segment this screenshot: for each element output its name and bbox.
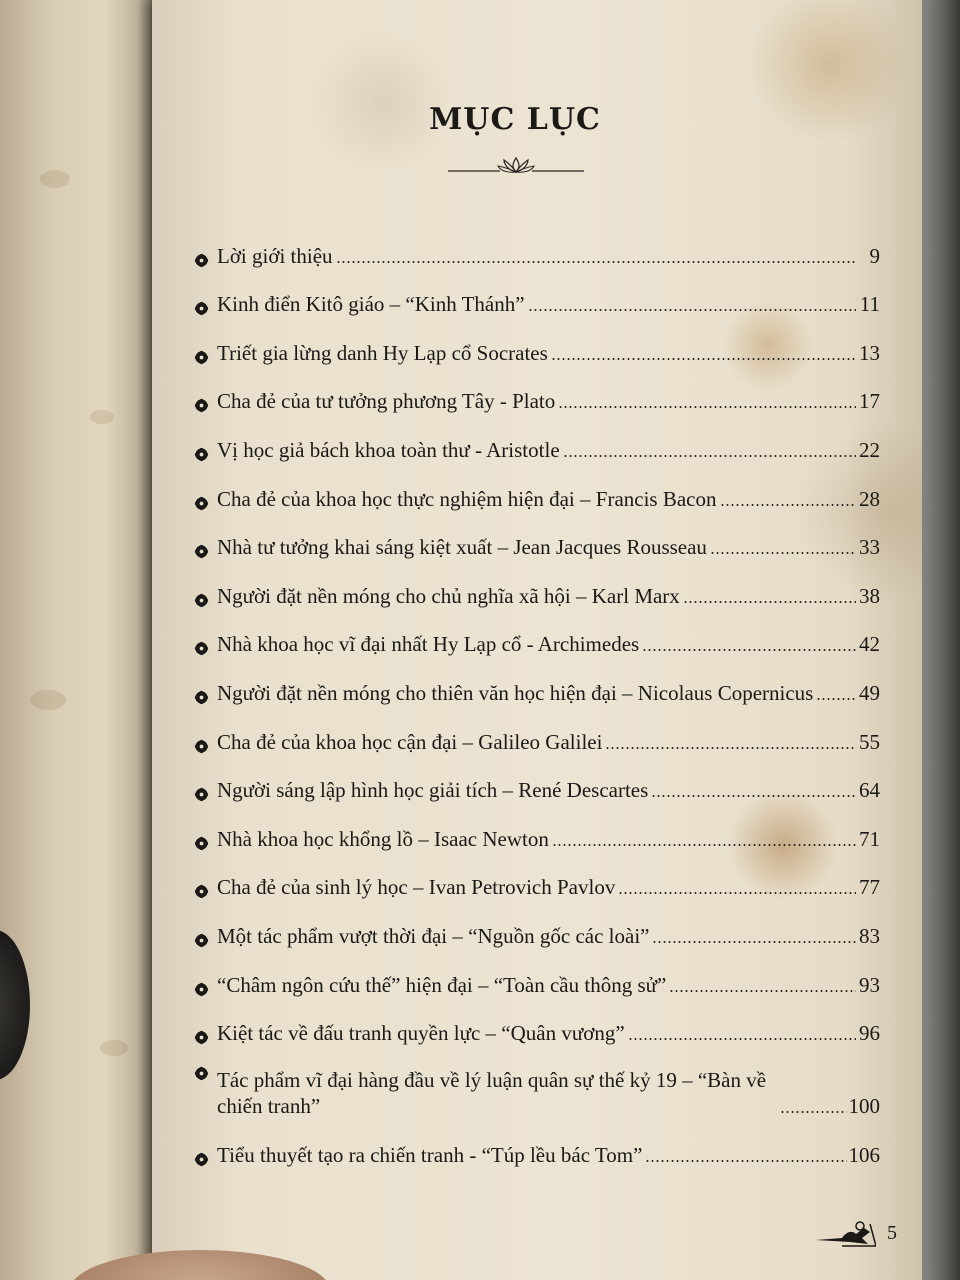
dot-leader: [816, 698, 856, 700]
dot-leader: [528, 309, 856, 311]
flower-bullet-icon: [194, 297, 209, 312]
dot-leader: [780, 1111, 847, 1113]
flower-bullet-icon: [194, 394, 209, 409]
toc-entry-title: Kiệt tác về đấu tranh quyền lực – “Quân vương”: [217, 1021, 625, 1046]
dot-leader: [652, 941, 856, 943]
toc-entry-page: 33: [859, 535, 880, 560]
toc-entry: [180, 951, 880, 1000]
toc-entry-page: 22: [859, 437, 880, 462]
toc-entry: [180, 902, 880, 951]
book-page: [152, 0, 922, 1280]
flower-bullet-icon: [194, 540, 209, 555]
title-ornament-icon: [448, 154, 584, 178]
flower-bullet-icon: [194, 249, 209, 264]
flower-bullet-icon: [194, 346, 209, 361]
toc-entry-page: 17: [859, 389, 880, 414]
toc-entry-title: Cha đẻ của tư tưởng phương Tây - Plato: [217, 389, 556, 414]
flower-bullet-icon: [194, 783, 209, 798]
toc-entry-title: Người đặt nền móng cho chủ nghĩa xã hội – Karl Marx: [217, 583, 680, 608]
dot-leader: [710, 552, 856, 554]
toc-entry-title: Kinh điển Kitô giáo – “Kinh Thánh”: [217, 292, 525, 317]
toc-entry-page: 55: [859, 729, 880, 754]
toc-entry: [180, 562, 880, 611]
toc-entry-title: Người sáng lập hình học giải tích – René Descartes: [217, 778, 649, 803]
toc-entry-title: Nhà khoa học vĩ đại nhất Hy Lạp cổ - Archimedes: [217, 632, 640, 657]
toc-entry-page: 38: [859, 583, 880, 608]
toc-entry-page: 71: [859, 826, 880, 851]
toc-entry-title: Nhà khoa học khổng lồ – Isaac Newton: [217, 826, 549, 851]
toc-entry-page: 93: [859, 972, 880, 997]
toc-entry: [180, 514, 880, 563]
toc-entry: [180, 611, 880, 660]
dot-leader: [642, 649, 856, 651]
flower-bullet-icon: [194, 832, 209, 847]
toc-entry-page: 28: [859, 486, 880, 511]
table-of-contents: [180, 222, 880, 1170]
dot-leader: [563, 455, 856, 457]
flower-bullet-icon: [194, 1148, 209, 1163]
dot-leader: [551, 358, 856, 360]
toc-entry-page: 11: [859, 292, 880, 317]
dot-leader: [669, 990, 856, 992]
toc-entry-title: Lời giới thiệu: [217, 243, 333, 268]
toc-entry-title: Vị học giả bách khoa toàn thư - Aristotle: [217, 437, 560, 462]
dot-leader: [720, 504, 857, 506]
footer-ornament-icon: [812, 1218, 876, 1248]
toc-entry: [180, 757, 880, 806]
flower-bullet-icon: [194, 492, 209, 507]
toc-entry-page: 49: [859, 680, 880, 705]
toc-entry: [180, 368, 880, 417]
toc-entry-title: Cha đẻ của khoa học cận đại – Galileo Galilei: [217, 729, 603, 754]
toc-entry-page: 9: [869, 243, 880, 268]
dot-leader: [683, 601, 856, 603]
toc-entry-page: 77: [859, 875, 880, 900]
toc-entry: [180, 319, 880, 368]
toc-entry-title: Tiểu thuyết tạo ra chiến tranh - “Túp lều bác Tom”: [217, 1142, 643, 1167]
background-edge: [922, 0, 960, 1280]
page-number: 5: [887, 1222, 897, 1244]
toc-entry-page: 106: [848, 1142, 880, 1167]
toc-entry-page: 13: [859, 340, 880, 365]
flower-bullet-icon: [194, 735, 209, 750]
toc-entry: [180, 708, 880, 757]
dot-leader: [558, 406, 856, 408]
flower-bullet-icon: [194, 929, 209, 944]
toc-entry: [180, 805, 880, 854]
flower-bullet-icon: [194, 978, 209, 993]
flower-bullet-icon: [194, 1026, 209, 1041]
flower-bullet-icon: [194, 443, 209, 458]
flower-bullet-icon: [194, 686, 209, 701]
toc-entry: [180, 465, 880, 514]
toc-entry: [180, 1048, 880, 1121]
toc-entry: [180, 854, 880, 903]
toc-entry: [180, 416, 880, 465]
facing-page-edge: [0, 0, 152, 1280]
flower-bullet-icon: [194, 1062, 209, 1077]
toc-entry-page: 96: [859, 1021, 880, 1046]
toc-entry-title: “Châm ngôn cứu thế” hiện đại – “Toàn cầu thông sử”: [217, 972, 667, 997]
dot-leader: [618, 892, 856, 894]
toc-entry-title: Tác phẩm vĩ đại hàng đầu về lý luận quân sự thế kỷ 19 – “Bàn về chiến tranh”: [217, 1068, 767, 1119]
toc-entry-page: 42: [859, 632, 880, 657]
toc-entry: [180, 1121, 880, 1170]
toc-entry: [180, 659, 880, 708]
toc-entry-page: 100: [848, 1094, 880, 1119]
dot-leader: [336, 261, 856, 263]
dot-leader: [651, 795, 856, 797]
flower-bullet-icon: [194, 589, 209, 604]
dot-leader: [552, 844, 856, 846]
toc-entry-page: 64: [859, 778, 880, 803]
flower-bullet-icon: [194, 880, 209, 895]
flower-bullet-icon: [194, 637, 209, 652]
toc-entry: [180, 1000, 880, 1049]
toc-entry-title: Nhà tư tưởng khai sáng kiệt xuất – Jean Jacques Rousseau: [217, 535, 707, 560]
dot-leader: [605, 747, 856, 749]
toc-entry-title: Một tác phẩm vượt thời đại – “Nguồn gốc các loài”: [217, 923, 650, 948]
toc-entry-page: 83: [859, 923, 880, 948]
toc-entry-title: Triết gia lừng danh Hy Lạp cổ Socrates: [217, 340, 548, 365]
page-title: MỤC LỤC: [429, 102, 601, 137]
toc-entry: [180, 271, 880, 320]
toc-entry-title: Cha đẻ của khoa học thực nghiệm hiện đại – Francis Bacon: [217, 486, 717, 511]
dot-leader: [645, 1160, 846, 1162]
dot-leader: [628, 1038, 856, 1040]
toc-entry: [180, 222, 880, 271]
toc-entry-title: Cha đẻ của sinh lý học – Ivan Petrovich Pavlov: [217, 875, 616, 900]
toc-entry-title: Người đặt nền móng cho thiên văn học hiện đại – Nicolaus Copernicus: [217, 680, 814, 705]
